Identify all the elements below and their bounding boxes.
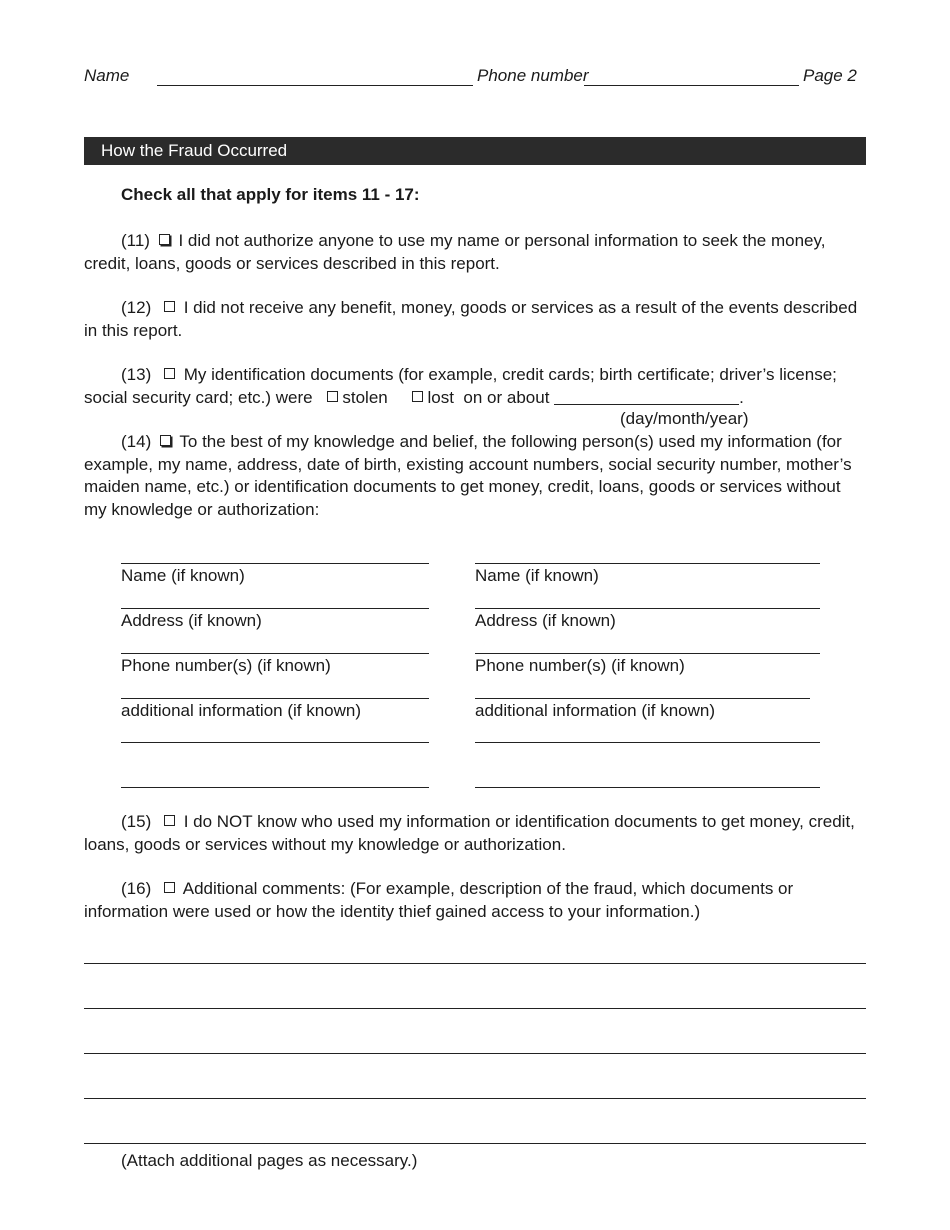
header-phone-field[interactable]	[584, 85, 799, 86]
person2-extra-line-2[interactable]	[475, 787, 820, 788]
person1-name-field[interactable]	[121, 563, 429, 564]
item-13-checkbox[interactable]	[164, 368, 175, 379]
item-14-checkbox[interactable]	[160, 435, 171, 446]
person2-extra-line-1[interactable]	[475, 742, 820, 743]
lost-label: lost	[427, 387, 454, 407]
comment-line-5[interactable]	[84, 1143, 866, 1144]
stolen-checkbox[interactable]	[327, 391, 338, 402]
section-header-bar	[84, 137, 866, 165]
comment-line-1[interactable]	[84, 963, 866, 964]
item-14	[84, 431, 866, 521]
header-phone-label: Phone number	[477, 66, 589, 85]
person2-address-field[interactable]	[475, 608, 820, 609]
person1-extra-line-2[interactable]	[121, 787, 429, 788]
item-11-text: I did not authorize anyone to use my name or personal information to seek the money, credit, loans, goods or services described in this report.	[84, 231, 826, 273]
stolen-label: stolen	[342, 387, 388, 407]
item-14-number: (14)	[121, 432, 152, 451]
page-number: Page 2	[803, 66, 857, 85]
section-title: How the Fraud Occurred	[101, 141, 288, 160]
person2-phone-label: Phone number(s) (if known)	[475, 656, 685, 675]
item-13: (13) My identification documents (for example, credit cards; birth certificate; driver’s license; social security card; etc.) were stolen lost on or about .	[84, 365, 837, 407]
item-11	[84, 230, 866, 275]
person2-additional-field[interactable]	[475, 698, 810, 699]
item-11-number: (11)	[121, 231, 150, 250]
header-name-label: Name	[84, 66, 130, 85]
person1-address-field[interactable]	[121, 608, 429, 609]
comment-line-3[interactable]	[84, 1053, 866, 1054]
person1-address-label: Address (if known)	[121, 611, 262, 630]
header-name-field[interactable]	[157, 85, 473, 86]
item-11-checkbox[interactable]	[159, 234, 170, 245]
item-12	[84, 297, 866, 342]
person1-additional-field[interactable]	[121, 698, 429, 699]
item-16-checkbox[interactable]	[164, 882, 175, 893]
item-14-text: To the best of my knowledge and belief, the following person(s) used my information (for example, my name, address, date of birth, existing account numbers, social security number, mother’s maiden name, etc.) or identification documents to get money, credit, loans, goods or services without my knowledge or authorization:	[84, 432, 852, 519]
item-12-text: I did not receive any benefit, money, goods or services as a result of the events described in this report.	[84, 298, 858, 340]
instruction-text: Check all that apply for items 11 - 17:	[121, 185, 420, 204]
item-15-number: (15)	[121, 812, 152, 831]
person2-address-label: Address (if known)	[475, 611, 616, 630]
date-format-hint: (day/month/year)	[620, 409, 749, 428]
item-15	[84, 811, 866, 856]
item-16-number: (16)	[121, 879, 152, 898]
attach-pages-note: (Attach additional pages as necessary.)	[121, 1151, 418, 1170]
on-or-about-label: on or about	[463, 387, 550, 407]
item-13-text: My identification documents (for example, credit cards; birth certificate; driver’s license; social security card; etc.) were	[84, 365, 837, 407]
person1-additional-label: additional information (if known)	[121, 701, 362, 720]
item-16-text: Additional comments: (For example, description of the fraud, which documents or information were used or how the identity thief gained access to your information.)	[84, 879, 794, 921]
person1-phone-label: Phone number(s) (if known)	[121, 656, 331, 675]
person2-name-field[interactable]	[475, 563, 820, 564]
person2-phone-field[interactable]	[475, 653, 820, 654]
person1-extra-line-1[interactable]	[121, 742, 429, 743]
item-15-checkbox[interactable]	[164, 815, 175, 826]
person2-name-label: Name (if known)	[475, 566, 599, 585]
comment-line-4[interactable]	[84, 1098, 866, 1099]
person1-phone-field[interactable]	[121, 653, 429, 654]
lost-checkbox[interactable]	[412, 391, 423, 402]
date-field[interactable]	[554, 390, 739, 405]
person1-name-label: Name (if known)	[121, 566, 245, 585]
person2-additional-label: additional information (if known)	[475, 701, 716, 720]
item-15-text: I do NOT know who used my information or identification documents to get money, credit, loans, goods or services without my knowledge or authorization.	[84, 812, 855, 854]
item-12-number: (12)	[121, 298, 152, 317]
item-12-checkbox[interactable]	[164, 301, 175, 312]
item-16	[84, 878, 866, 923]
item-13-number: (13)	[121, 365, 152, 384]
comment-line-2[interactable]	[84, 1008, 866, 1009]
